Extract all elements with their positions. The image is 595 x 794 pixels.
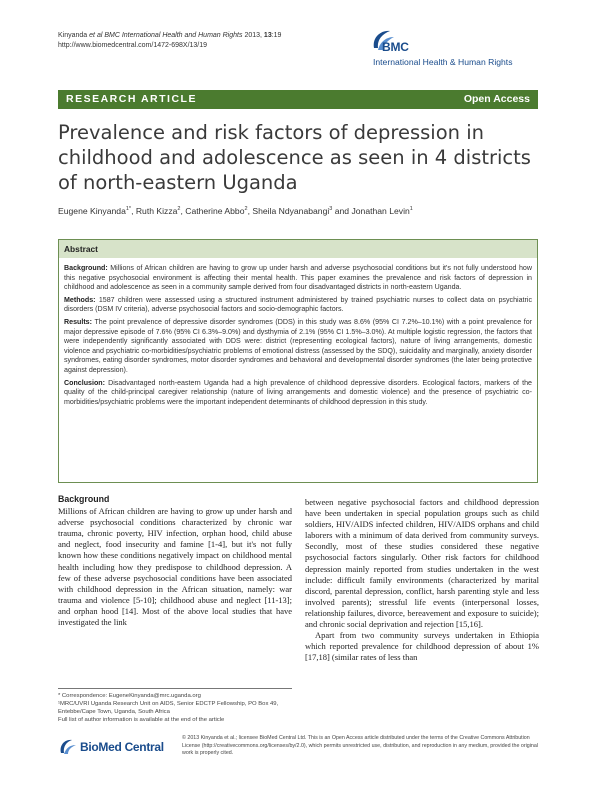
correspondence-note: * Correspondence: EugeneKinyanda@mrc.uganda.org [58, 693, 201, 699]
citation-volume: 13 [263, 32, 272, 39]
abstract-header [59, 240, 537, 258]
abstract-conclusion: Conclusion: Disadvantaged north-eastern Uganda had a high prevalence of childhood depressive disorders. Ecological factors, markers of the quality of the child-principal caregiver relationship (nature of living arrangements and domestic violence) and the presence of psychiatric co-morbidities/psychiatric problems were the important independent determinants of childhood depression in this study. [64, 378, 532, 406]
abstract-background: Background: Millions of African children are having to grow up under harsh and adverse psychosocial conditions but it's not fully understood how this negative psychosocial environment is affecting their mental health. This paper examines the prevalence and risk factors of depression in childhood and adolescence as seen in a community sample derived from four disadvantaged districts in north-eastern Uganda. [64, 264, 532, 292]
publisher-name: BioMed Central [80, 740, 164, 754]
section-heading-background: Background [58, 494, 110, 504]
author[interactable]: Eugene Kinyanda$^{1*}$ [58, 206, 132, 216]
article-url[interactable]: http://www.biomedcentral.com/1472-698X/13/19 [58, 42, 208, 49]
citation-header [58, 31, 281, 51]
publisher-logo [58, 738, 178, 756]
citation-etal: et al [89, 32, 103, 39]
footnotes [58, 688, 292, 724]
logo-word: BMC [382, 40, 409, 54]
body-column-left [58, 494, 292, 628]
article-title: Prevalence and risk factors of depression in childhood and adolescence as seen in 4 districts of north-eastern Uganda [58, 121, 531, 194]
biomed-swirl-icon [58, 738, 78, 756]
abstract-methods: Methods: 1587 children were assessed using a structured instrument administered by trained psychiatric nurses to collect data on psychiatric disorders (DSM IV criteria), adverse psychosocial factors and socio-demographic factors. [64, 295, 532, 314]
author-info-note: Full list of author information is available at the end of the article [58, 717, 225, 723]
author-list: Eugene Kinyanda$^{1*}$, Ruth Kizza$^2$, Catherine Abbo$^2$, Sheila Ndyanabangi$^3$ and Jonathan Levin$^1$ [58, 206, 413, 216]
open-access-label: Open Access [463, 93, 530, 105]
citation-journal: BMC International Health and Human Rights [104, 32, 243, 39]
body-paragraph: between negative psychosocial factors and childhood depression have been undertaken in special population groups such as child soldiers, HIV/AIDS infected children, HIV/AIDS orphans and child laborers with a minimum of data derived from community surveys. Secondly, most of these studies considered these negative psychosocial factors singularly. Other risk factors for childhood depression mainly reported from studies undertaken in the west include: difficult family environments (characterized by marital discord, parental depression, conflict, harsh parenting style and less involved parents); stressful life events (interpersonal losses, relationship failures, divorce, bereavement and exposure to suicide); and chronic social deprivation and rejection [15,16]. [305, 497, 539, 630]
author[interactable]: Ruth Kizza$^2$ [135, 206, 181, 216]
license-text: © 2013 Kinyanda et al.; licensee BioMed Central Ltd. This is an Open Access article distributed under the terms of the Creative Commons Attribution License (http://creativecommons.org/licenses/by/2.0), which permits unrestricted use, distribution, and reproduction in any medium, provided the original work is properly cited. [182, 735, 538, 757]
citation-line [58, 31, 281, 41]
body-column-right [305, 497, 539, 663]
affiliation-note: ¹MRC/UVRI Uganda Research Unit on AIDS, Senior EDCTP Fellowship, PO Box 49, Entebbe/Cape Town, Uganda, South Africa [58, 701, 279, 715]
abstract-results: Results: The point prevalence of depressive disorder syndromes (DDS) in this study was 8.6% (95% CI 7.2%–10.1%) with a point prevalence for major depressive episode of 7.6% (95% CI 6.3%–9.0%) and dysthymia of 2.1% (95% CI 1.5%–3.0%). At multiple logistic regression, the factors that were independently significantly associated with DDS were: district (representing ecological factors), nature of living arrangements, domestic violence and psychiatric co-morbidities/psychiatric problems of emotional distress (assessed by the SDQ), suicidality and marginally, anxiety disorder syndromes, eating disorder syndromes, motor disorder syndromes and behavioral and developmental disorder syndromes (the later being protective against depression). [64, 317, 532, 374]
article-type: RESEARCH ARTICLE [66, 93, 197, 105]
citation-pages: :19 [271, 32, 282, 39]
author[interactable]: Catherine Abbo$^2$ [185, 206, 248, 216]
author[interactable]: Jonathan Levin$^1$ [351, 206, 413, 216]
journal-name: International Health & Human Rights [373, 57, 513, 67]
journal-logo [370, 28, 540, 72]
abstract-box [58, 239, 538, 483]
citation-authors: Kinyanda [58, 32, 88, 39]
abstract-heading: Abstract [64, 244, 98, 254]
citation-year: 2013, [244, 32, 262, 39]
body-paragraph: Apart from two community surveys undertaken in Ethiopia which reported prevalence for childhood depression of about 1% [17,18] (similar rates of less than [305, 630, 539, 663]
abstract-body [64, 264, 532, 410]
article-type-banner [58, 90, 538, 109]
author[interactable]: Sheila Ndyanabangi$^3$ [252, 206, 333, 216]
body-paragraph: Millions of African children are having to grow up under harsh and adverse psychosocial conditions characterized by chronic war trauma, chronic poverty, HIV infection, orphan hood, child abuse and neglect, food insecurity and famine [1-4], but it's not fully known how these conditions negatively impact on childhood mental health including how they predispose to childhood depression. A few of these adverse psychosocial conditions have been associated with childhood depression in the African situation, namely: war trauma and violence [5-10]; childhood abuse and neglect [11-13]; and orphan hood [14]. Most of the above local studies that have investigated the link [58, 506, 292, 628]
